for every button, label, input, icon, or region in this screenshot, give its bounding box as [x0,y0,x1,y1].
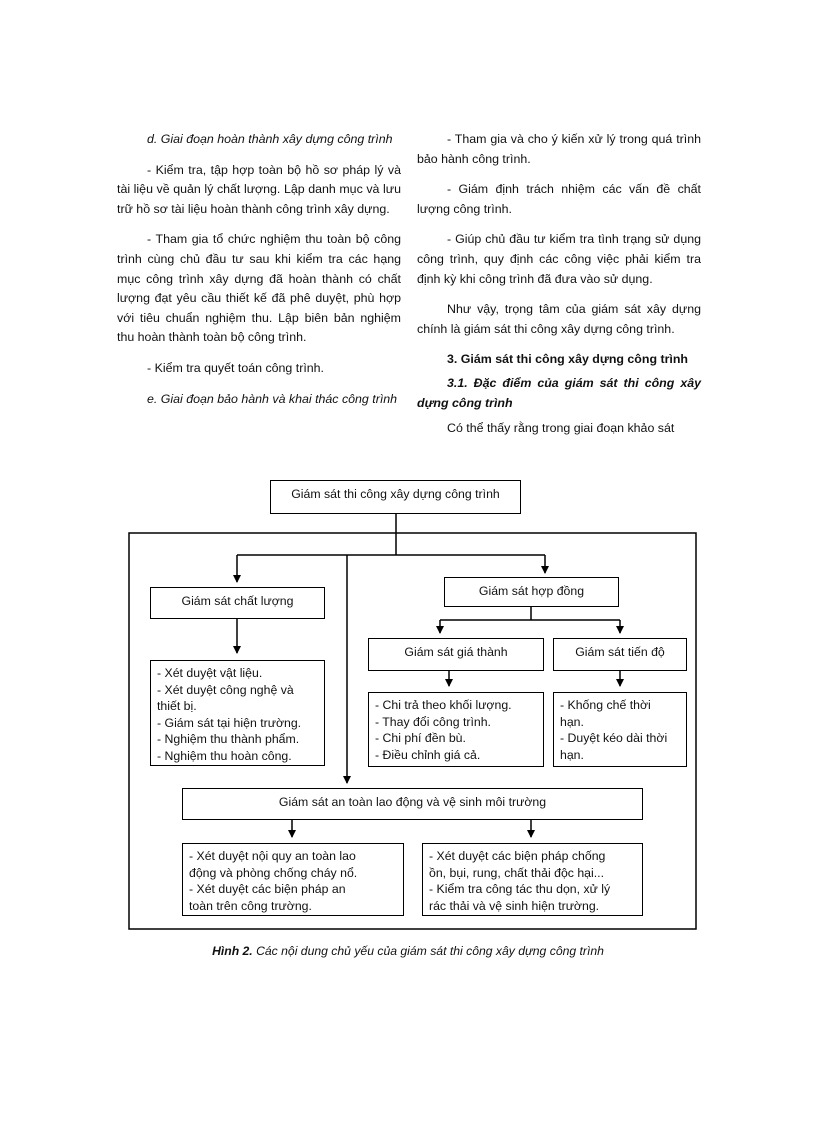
caption-label: Hình 2. [212,944,253,958]
paragraph: - Giúp chủ đầu tư kiểm tra tình trạng sử dụng công trình, quy định các công việc phải kiểm tra định kỳ khi công trình đã đưa vào sử dụng. [417,232,701,286]
list-item: toàn trên công trường. [189,898,312,913]
progress-box [553,638,687,671]
list-item: - Chi trả theo khối lượng. [375,698,512,712]
list-item: ồn, bụi, rung, chất thải độc hại... [429,865,605,880]
list-item: - Xét duyệt vật liệu. [157,666,263,680]
quality-box [150,587,325,619]
root-label: Giám sát thi công xây dựng công trình [291,487,500,501]
list-item: thiết bị. [157,699,197,713]
list-item: hạn. [560,714,584,729]
safety-left-list [182,843,404,916]
paragraph: Như vậy, trọng tâm của giám sát xây dựng chính là giám sát thi công xây dựng công trình. [417,302,701,336]
list-item: - Nghiệm thu hoàn công. [157,748,292,763]
cost-list [368,692,544,767]
figure-caption [0,944,816,958]
quality-title: Giám sát chất lượng [181,594,294,608]
list-item: - Xét duyệt các biện pháp an [189,882,346,896]
list-item: rác thải và vệ sinh hiện trường. [429,898,600,913]
progress-list [553,692,687,767]
root-box [270,480,521,514]
paragraph: - Kiểm tra, tập hợp toàn bộ hồ sơ pháp lý và tài liệu về quản lý chất lượng. Lập danh mục và lưu trữ hồ sơ tài liệu hoàn thành công trình xây dựng. [117,162,401,216]
list-item: - Giám sát tại hiện trường. [157,715,302,730]
list-item: - Chi phí đền bù. [375,731,466,745]
list-item: - Khống chế thời [560,698,651,712]
paragraph: Có thể thấy rằng trong giai đoạn khảo sát [447,421,675,436]
quality-list [150,660,325,766]
section-e-heading: e. Giai đoạn bảo hành và khai thác công trình [147,391,398,406]
section-3-heading: 3. Giám sát thi công xây dựng công trình [447,352,688,367]
paragraph: - Tham gia và cho ý kiến xử lý trong quá trình bảo hành công trình. [417,132,701,166]
safety-box [182,788,643,820]
list-item: - Nghiệm thu thành phẩm. [157,732,300,746]
list-item: - Kiểm tra công tác thu dọn, xử lý [429,882,611,896]
list-item: hạn. [560,747,584,762]
list-item: - Xét duyệt nội quy an toàn lao [189,849,356,863]
section-d-heading: d. Giai đoạn hoàn thành xây dựng công trình [147,132,393,146]
list-item: - Xét duyệt công nghệ và [157,682,294,697]
paragraph: - Kiểm tra quyết toán công trình. [147,360,325,375]
cost-box [368,638,544,671]
paragraph: - Giám định trách nhiệm các vấn đề chất lượng công trình. [417,182,701,216]
cost-title: Giám sát giá thành [404,645,508,659]
list-item: - Xét duyệt các biện pháp chống [429,849,606,863]
contract-title: Giám sát hợp đồng [478,584,585,598]
list-item: - Thay đổi công trình. [375,714,491,729]
progress-title: Giám sát tiến độ [575,645,665,659]
safety-title: Giám sát an toàn lao động và vệ sinh môi trường [278,795,547,809]
list-item: động và phòng chống cháy nổ. [189,865,358,880]
caption-text: Các nội dung chủ yếu của giám sát thi công xây dựng công trình [252,944,604,958]
contract-box [444,577,619,607]
paragraph: - Tham gia tổ chức nghiệm thu toàn bộ công trình cùng chủ đầu tư sau khi kiểm tra các hạng mục công trình xây dựng đã hoàn thành có chất lượng đạt yêu cầu thiết kế đã phê duyệt, phù hợp với tiêu chuẩn nghiệm thu. Lập biên bản nghiệm thu hoàn thành toàn bộ công trình. [117,232,401,345]
section-3-1-heading: 3.1. Đặc điểm của giám sát thi công xây dựng công trình [417,375,701,410]
safety-right-list [422,843,643,916]
list-item: - Duyệt kéo dài thời [560,731,668,745]
list-item: - Điều chỉnh giá cả. [375,747,481,762]
